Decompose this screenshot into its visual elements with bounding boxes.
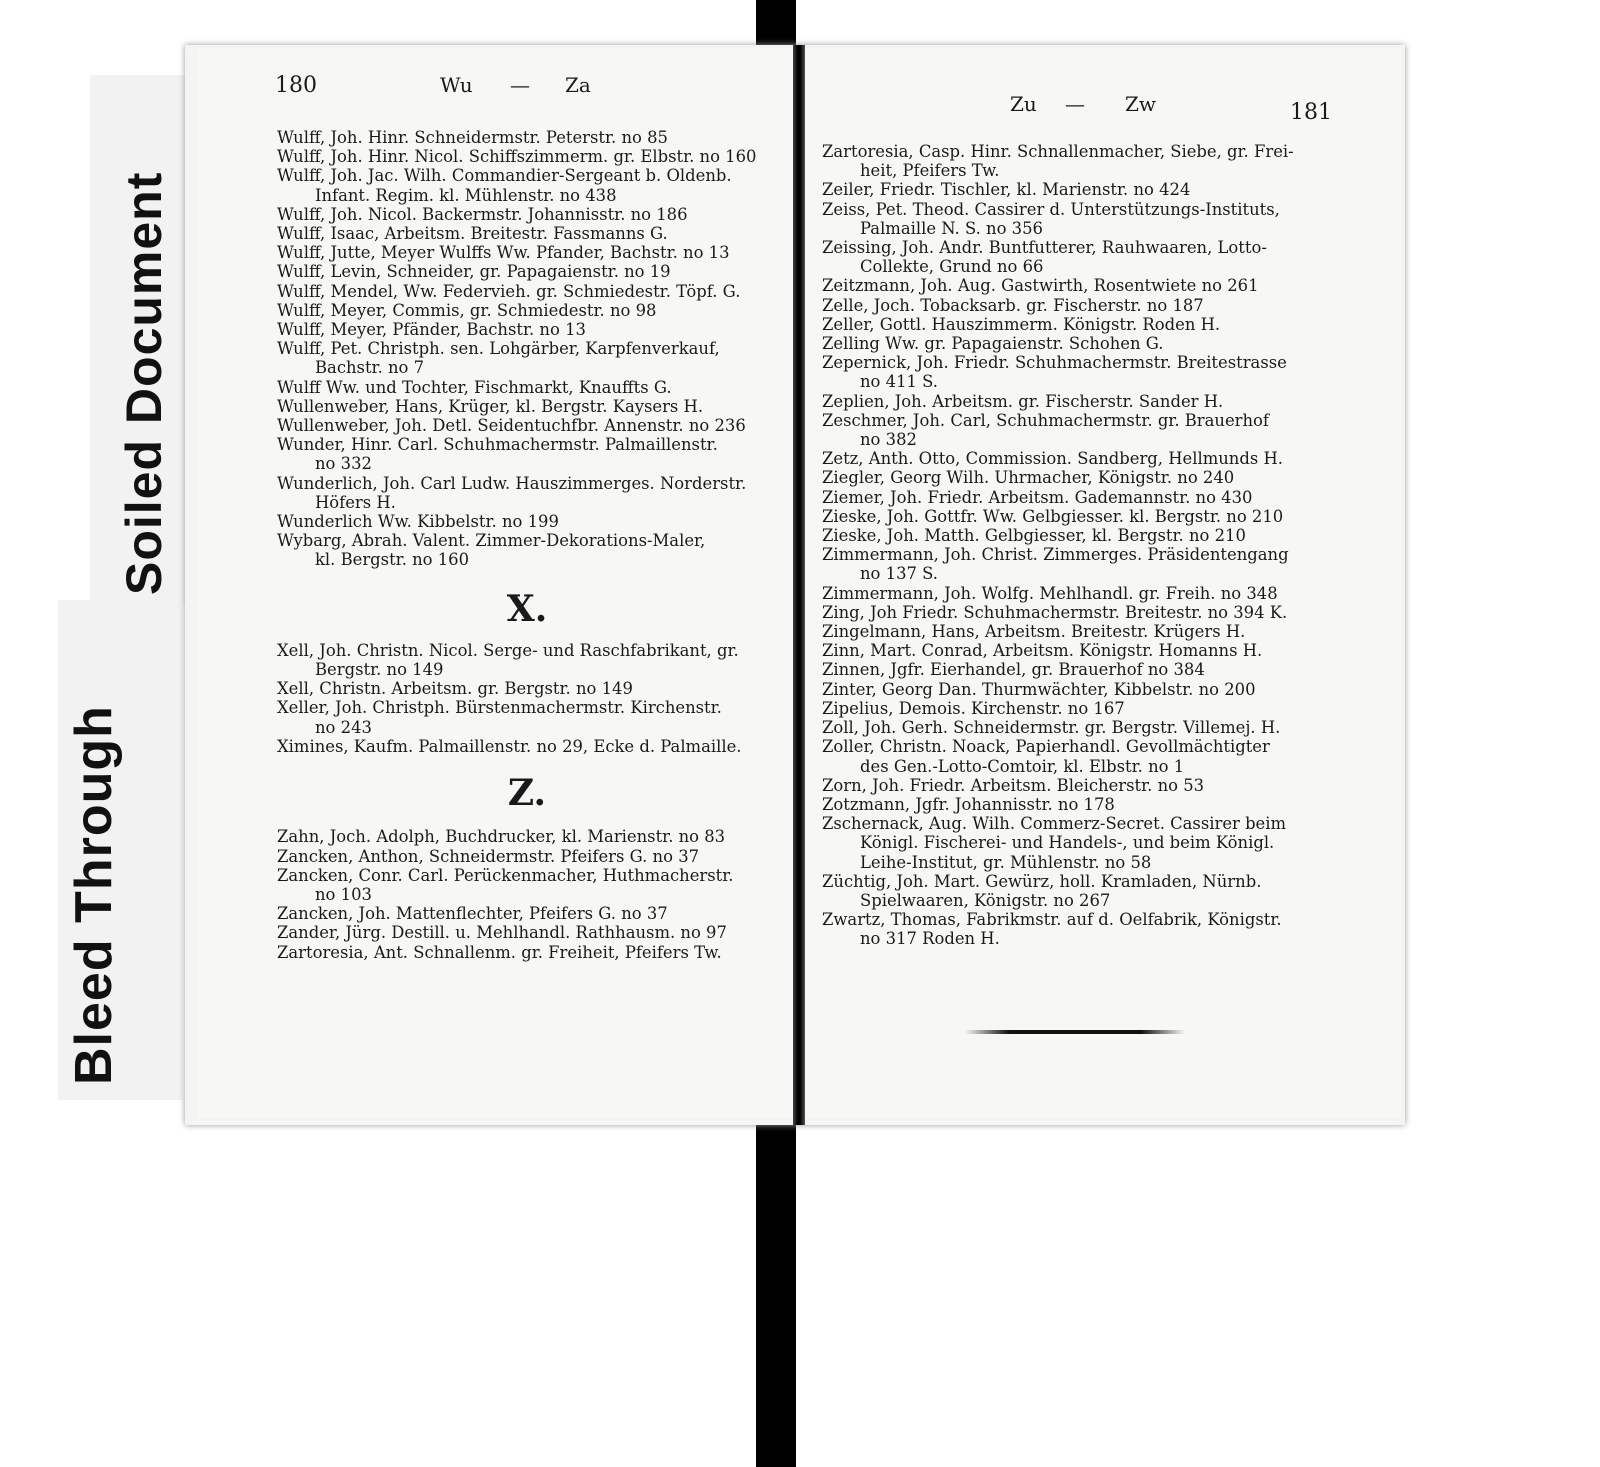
entries-w-list [277, 128, 777, 570]
book-gutter [793, 45, 805, 1125]
entry-line: Wulff, Levin, Schneider, gr. Papagaienstr. no 19 [277, 262, 671, 282]
directory-entry [277, 531, 777, 569]
directory-entry [822, 603, 1322, 622]
entry-line: Zepernick, Joh. Friedr. Schuhmachermstr. Breitestrasse [822, 353, 1287, 373]
entry-line: Zartoresia, Ant. Schnallenm. gr. Freiheit, Pfeifers Tw. [277, 942, 722, 962]
directory-entry [822, 737, 1322, 775]
entry-line: Wulff, Joh. Hinr. Nicol. Schiffszimmerm. gr. Elbstr. no 160 [277, 147, 757, 167]
directory-entry [277, 166, 777, 204]
left-header-end: Za [565, 73, 591, 97]
left-header-start: Wu [440, 73, 473, 97]
entry-line: Wulff, Joh. Hinr. Schneidermstr. Peterstr. no 85 [277, 128, 668, 147]
directory-entry [822, 718, 1322, 737]
entry-line: Zinnen, Jgfr. Eierhandel, gr. Brauerhof no 384 [822, 660, 1205, 680]
entry-line: Xell, Christn. Arbeitsm. gr. Bergstr. no 149 [277, 679, 633, 699]
directory-entry [277, 262, 777, 281]
entry-continuation-line: Collekte, Grund no 66 [860, 257, 1044, 277]
entry-line: Wulff, Joh. Nicol. Backermstr. Johannisstr. no 186 [277, 204, 688, 224]
directory-entry [277, 904, 777, 923]
directory-entry [277, 435, 777, 473]
left-page-entries [277, 128, 777, 962]
entry-line: Zieske, Joh. Gottfr. Ww. Gelbgiesser. kl. Bergstr. no 210 [822, 506, 1284, 526]
bleed-through-stamp: Bleed Through [65, 705, 123, 1085]
directory-entry [277, 339, 777, 377]
directory-entry [822, 200, 1322, 238]
right-header-dash: — [1065, 92, 1085, 116]
entry-continuation-line: no 382 [860, 430, 917, 450]
binding-clip-bottom [756, 1125, 796, 1467]
soiled-document-stamp: Soiled Document [116, 171, 172, 595]
entries-x-list [277, 641, 777, 756]
directory-entry [822, 353, 1322, 391]
directory-entry [277, 943, 777, 962]
entry-line: Zelling Ww. gr. Papagaienstr. Schohen G. [822, 334, 1164, 354]
directory-entry [822, 526, 1322, 545]
entry-continuation-line: Leihe-Institut, gr. Mühlenstr. no 58 [860, 852, 1152, 872]
left-page-number: 180 [275, 73, 317, 98]
entry-line: Wunderlich, Joh. Carl Ludw. Hauszimmerges. Norderstr. [277, 473, 747, 493]
directory-entry [277, 224, 777, 243]
directory-entry [277, 698, 777, 736]
entry-continuation-line: no 103 [315, 884, 372, 904]
entry-line: Zwartz, Thomas, Fabrikmstr. auf d. Oelfabrik, Königstr. [822, 910, 1282, 930]
directory-entry [822, 315, 1322, 334]
entry-line: Zeller, Gottl. Hauszimmerm. Königstr. Roden H. [822, 314, 1221, 334]
entry-line: Zeschmer, Joh. Carl, Schuhmachermstr. gr. Brauerhof [822, 410, 1269, 430]
entry-line: Wullenweber, Hans, Krüger, kl. Bergstr. Kaysers H. [277, 396, 704, 416]
directory-entry [822, 468, 1322, 487]
entry-continuation-line: Bachstr. no 7 [315, 358, 425, 378]
directory-entry [822, 334, 1322, 353]
right-page-entries [822, 142, 1322, 949]
entry-line: Xeller, Joh. Christph. Bürstenmachermstr. Kirchenstr. [277, 698, 722, 718]
entry-line: Wunderlich Ww. Kibbelstr. no 199 [277, 512, 559, 532]
directory-entry [277, 301, 777, 320]
entry-line: Zancken, Anthon, Schneidermstr. Pfeifers G. no 37 [277, 846, 700, 866]
entry-line: Wulff, Meyer, Pfänder, Bachstr. no 13 [277, 320, 586, 340]
end-rule [965, 1030, 1185, 1034]
directory-entry [822, 392, 1322, 411]
directory-entry [822, 507, 1322, 526]
right-header-start: Zu [1010, 92, 1037, 116]
directory-entry [277, 378, 777, 397]
entry-continuation-line: heit, Pfeifers Tw. [860, 161, 1000, 181]
directory-entry [822, 449, 1322, 468]
right-page-number: 181 [1290, 100, 1332, 125]
entry-line: Zoller, Christn. Noack, Papierhandl. Gevollmächtigter [822, 737, 1270, 757]
entry-line: Zing, Joh Friedr. Schuhmachermstr. Breitestr. no 394 K. [822, 602, 1288, 622]
entry-line: Zelle, Joch. Tobacksarb. gr. Fischerstr. no 187 [822, 295, 1204, 315]
directory-entry [277, 679, 777, 698]
entry-line: Zartoresia, Casp. Hinr. Schnallenmacher, Siebe, gr. Frei- [822, 142, 1294, 161]
entry-line: Wulff Ww. und Tochter, Fischmarkt, Knauffts G. [277, 377, 672, 397]
directory-entry [822, 872, 1322, 910]
entries-z-continued-list [822, 142, 1322, 949]
entry-line: Zeiss, Pet. Theod. Cassirer d. Unterstützungs-Instituts, [822, 199, 1280, 219]
entry-continuation-line: kl. Bergstr. no 160 [315, 550, 470, 570]
entry-line: Wulff, Pet. Christph. sen. Lohgärber, Karpfenverkauf, [277, 339, 720, 359]
directory-entry [822, 776, 1322, 795]
directory-entry [822, 699, 1322, 718]
entry-continuation-line: Königl. Fischerei- und Handels-, und beim Königl. [860, 833, 1275, 853]
directory-entry [277, 866, 777, 904]
entry-line: Zoll, Joh. Gerh. Schneidermstr. gr. Bergstr. Villemej. H. [822, 718, 1281, 738]
entry-line: Ximines, Kaufm. Palmaillenstr. no 29, Ecke d. Palmaille. [277, 736, 742, 756]
directory-entry [822, 276, 1322, 295]
directory-entry [277, 737, 777, 756]
entry-continuation-line: no 317 Roden H. [860, 929, 1000, 949]
entry-line: Zimmermann, Joh. Wolfg. Mehlhandl. gr. Freih. no 348 [822, 583, 1278, 603]
directory-entry [822, 545, 1322, 583]
entry-continuation-line: Palmaille N. S. no 356 [860, 218, 1043, 238]
directory-entry [822, 641, 1322, 660]
entry-continuation-line: Bergstr. no 149 [315, 660, 444, 680]
directory-entry [822, 660, 1322, 679]
entry-line: Zorn, Joh. Friedr. Arbeitsm. Bleicherstr. no 53 [822, 775, 1205, 795]
directory-entry [277, 512, 777, 531]
directory-entry [822, 910, 1322, 948]
entry-continuation-line: Spielwaaren, Königstr. no 267 [860, 890, 1111, 910]
directory-entry [277, 147, 777, 166]
entry-line: Zinn, Mart. Conrad, Arbeitsm. Königstr. Homanns H. [822, 641, 1263, 661]
entry-line: Zingelmann, Hans, Arbeitsm. Breitestr. Krügers H. [822, 622, 1246, 642]
entry-line: Wullenweber, Joh. Detl. Seidentuchfbr. Annenstr. no 236 [277, 416, 746, 436]
directory-entry [822, 296, 1322, 315]
directory-entry [822, 584, 1322, 603]
entry-line: Zeissing, Joh. Andr. Buntfutterer, Rauhwaaren, Lotto- [822, 238, 1267, 258]
directory-entry [822, 488, 1322, 507]
entry-line: Zancken, Conr. Carl. Perückenmacher, Huthmacherstr. [277, 865, 734, 885]
entry-line: Wunder, Hinr. Carl. Schuhmachermstr. Palmaillenstr. [277, 435, 718, 455]
entry-continuation-line: no 332 [315, 454, 372, 474]
entry-line: Xell, Joh. Christn. Nicol. Serge- und Raschfabrikant, gr. [277, 640, 739, 660]
entry-line: Zeiler, Friedr. Tischler, kl. Marienstr. no 424 [822, 180, 1191, 200]
entry-line: Wulff, Meyer, Commis, gr. Schmiedestr. no 98 [277, 300, 657, 320]
right-header-end: Zw [1125, 92, 1157, 116]
directory-entry [277, 243, 777, 262]
entry-continuation-line: no 243 [315, 717, 372, 737]
directory-entry [277, 128, 777, 147]
entry-line: Zetz, Anth. Otto, Commission. Sandberg, Hellmunds H. [822, 449, 1283, 469]
entry-line: Zotzmann, Jgfr. Johannisstr. no 178 [822, 794, 1115, 814]
directory-entry [277, 641, 777, 679]
section-heading-x: X. [506, 587, 548, 630]
entry-line: Zeplien, Joh. Arbeitsm. gr. Fischerstr. Sander H. [822, 391, 1224, 411]
entry-line: Zieske, Joh. Matth. Gelbgiesser, kl. Bergstr. no 210 [822, 526, 1246, 546]
entry-line: Wulff, Joh. Jac. Wilh. Commandier-Sergeant b. Oldenb. [277, 166, 732, 186]
directory-entry [822, 411, 1322, 449]
directory-entry [277, 474, 777, 512]
entry-line: Zipelius, Demois. Kirchenstr. no 167 [822, 698, 1125, 718]
entries-z-list [277, 827, 777, 961]
entry-line: Zinter, Georg Dan. Thurmwächter, Kibbelstr. no 200 [822, 679, 1256, 699]
entry-line: Ziemer, Joh. Friedr. Arbeitsm. Gademannstr. no 430 [822, 487, 1253, 507]
directory-entry [277, 923, 777, 942]
directory-entry [822, 180, 1322, 199]
entry-line: Zschernack, Aug. Wilh. Commerz-Secret. Cassirer beim [822, 814, 1287, 834]
entry-line: Wybarg, Abrah. Valent. Zimmer-Dekorations-Maler, [277, 531, 706, 551]
directory-entry [822, 814, 1322, 872]
directory-entry [277, 827, 777, 846]
entry-line: Zimmermann, Joh. Christ. Zimmerges. Präsidentengang [822, 545, 1289, 565]
entry-line: Ziegler, Georg Wilh. Uhrmacher, Königstr. no 240 [822, 468, 1235, 488]
left-header-dash: — [510, 73, 530, 97]
entry-continuation-line: no 411 S. [860, 372, 938, 392]
directory-entry [822, 238, 1322, 276]
directory-entry [277, 416, 777, 435]
entry-line: Zander, Jürg. Destill. u. Mehlhandl. Rathhausm. no 97 [277, 923, 727, 943]
entry-continuation-line: no 137 S. [860, 564, 938, 584]
entry-continuation-line: Infant. Regim. kl. Mühlenstr. no 438 [315, 185, 617, 205]
directory-entry [822, 795, 1322, 814]
directory-entry [277, 397, 777, 416]
entry-line: Zahn, Joch. Adolph, Buchdrucker, kl. Marienstr. no 83 [277, 827, 726, 847]
directory-entry [822, 622, 1322, 641]
entry-line: Wulff, Mendel, Ww. Federvieh. gr. Schmiedestr. Töpf. G. [277, 281, 741, 301]
entry-line: Züchtig, Joh. Mart. Gewürz, holl. Kramladen, Nürnb. [822, 871, 1262, 891]
directory-entry [277, 282, 777, 301]
directory-entry [277, 847, 777, 866]
directory-entry [277, 320, 777, 339]
binding-clip-top [756, 0, 796, 45]
entry-continuation-line: des Gen.-Lotto-Comtoir, kl. Elbstr. no 1 [860, 756, 1185, 776]
directory-entry [822, 142, 1322, 180]
directory-entry [277, 205, 777, 224]
directory-entry [822, 680, 1322, 699]
entry-line: Zancken, Joh. Mattenflechter, Pfeifers G. no 37 [277, 904, 668, 924]
entry-line: Wulff, Jutte, Meyer Wulffs Ww. Pfander, Bachstr. no 13 [277, 243, 730, 263]
section-heading-z: Z. [507, 772, 547, 815]
entry-line: Zeitzmann, Joh. Aug. Gastwirth, Rosentwiete no 261 [822, 276, 1259, 296]
entry-continuation-line: Höfers H. [315, 492, 396, 512]
entry-line: Wulff, Isaac, Arbeitsm. Breitestr. Fassmanns G. [277, 224, 668, 244]
